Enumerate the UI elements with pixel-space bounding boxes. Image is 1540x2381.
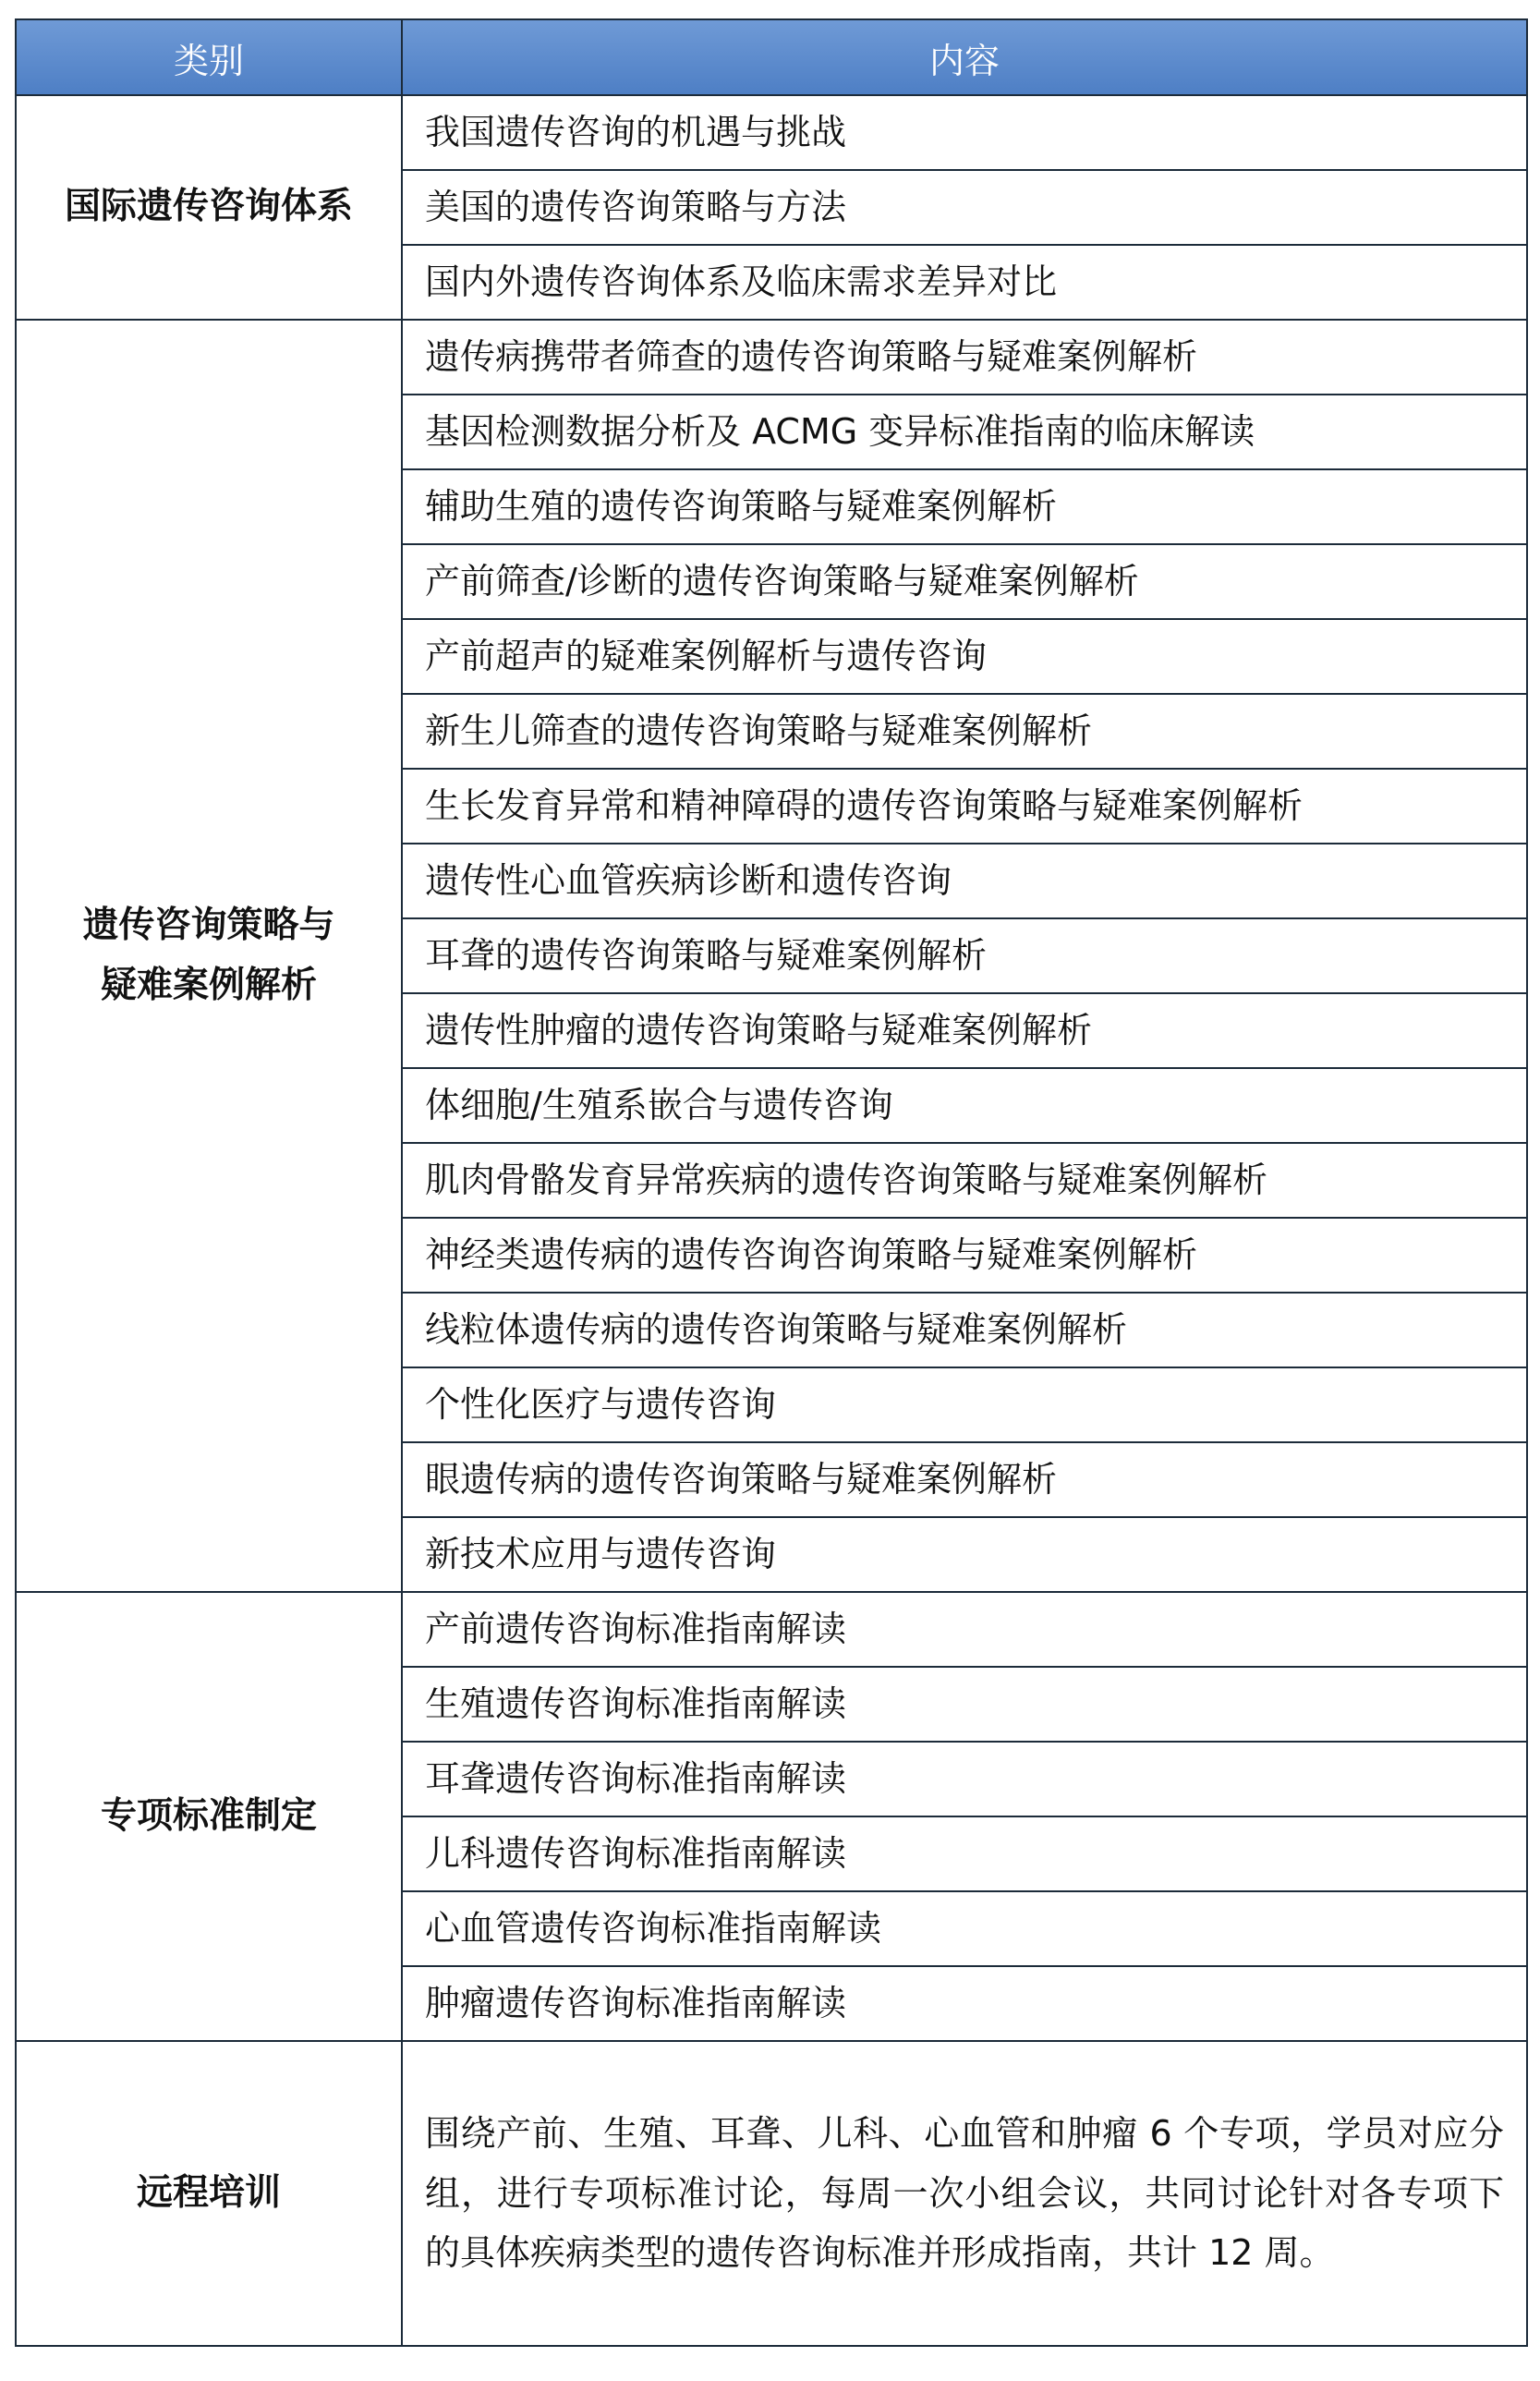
content-cell: 产前筛查/诊断的遗传咨询策略与疑难案例解析 [402,544,1527,619]
content-paragraph: 围绕产前、生殖、耳聋、儿科、心血管和肿瘤 6 个专项，学员对应分组，进行专项标准讨论，每周一次小组会议，共同讨论针对各专项下的具体疾病类型的遗传咨询标准并形成指南，共计 12 周。 [402,2041,1527,2346]
content-cell: 辅助生殖的遗传咨询策略与疑难案例解析 [402,469,1527,544]
header-row [16,19,1527,95]
content-cell: 眼遗传病的遗传咨询策略与疑难案例解析 [402,1442,1527,1517]
category-cell: 国际遗传咨询体系 [16,95,402,320]
content-cell: 生殖遗传咨询标准指南解读 [402,1667,1527,1742]
category-cell: 远程培训 [16,2041,402,2346]
content-cell: 神经类遗传病的遗传咨询咨询策略与疑难案例解析 [402,1218,1527,1293]
content-cell: 遗传性心血管疾病诊断和遗传咨询 [402,844,1527,918]
content-cell: 个性化医疗与遗传咨询 [402,1367,1527,1442]
content-cell: 耳聋遗传咨询标准指南解读 [402,1742,1527,1816]
content-cell: 产前超声的疑难案例解析与遗传咨询 [402,619,1527,694]
table-row [16,1592,1527,1667]
content-cell: 遗传性肿瘤的遗传咨询策略与疑难案例解析 [402,993,1527,1068]
content-cell: 生长发育异常和精神障碍的遗传咨询策略与疑难案例解析 [402,769,1527,844]
content-cell: 基因检测数据分析及 ACMG 变异标准指南的临床解读 [402,395,1527,469]
content-cell: 心血管遗传咨询标准指南解读 [402,1891,1527,1966]
category-cell: 专项标准制定 [16,1592,402,2041]
category-cell: 遗传咨询策略与疑难案例解析 [16,320,402,1592]
content-cell: 线粒体遗传病的遗传咨询策略与疑难案例解析 [402,1293,1527,1367]
content-cell: 耳聋的遗传咨询策略与疑难案例解析 [402,918,1527,993]
content-cell: 体细胞/生殖系嵌合与遗传咨询 [402,1068,1527,1143]
content-cell: 儿科遗传咨询标准指南解读 [402,1816,1527,1891]
curriculum-table [15,18,1528,2347]
content-cell: 新生儿筛查的遗传咨询策略与疑难案例解析 [402,694,1527,769]
content-cell: 产前遗传咨询标准指南解读 [402,1592,1527,1667]
table-row [16,320,1527,395]
content-cell: 美国的遗传咨询策略与方法 [402,170,1527,245]
content-cell: 新技术应用与遗传咨询 [402,1517,1527,1592]
content-cell: 肌肉骨骼发育异常疾病的遗传咨询策略与疑难案例解析 [402,1143,1527,1218]
table-row [16,2041,1527,2346]
table-row [16,95,1527,170]
header-content: 内容 [402,19,1527,95]
content-cell: 国内外遗传咨询体系及临床需求差异对比 [402,245,1527,320]
document-page [15,18,1526,2347]
content-cell: 肿瘤遗传咨询标准指南解读 [402,1966,1527,2041]
content-cell: 遗传病携带者筛查的遗传咨询策略与疑难案例解析 [402,320,1527,395]
content-cell: 我国遗传咨询的机遇与挑战 [402,95,1527,170]
header-category: 类别 [16,19,402,95]
